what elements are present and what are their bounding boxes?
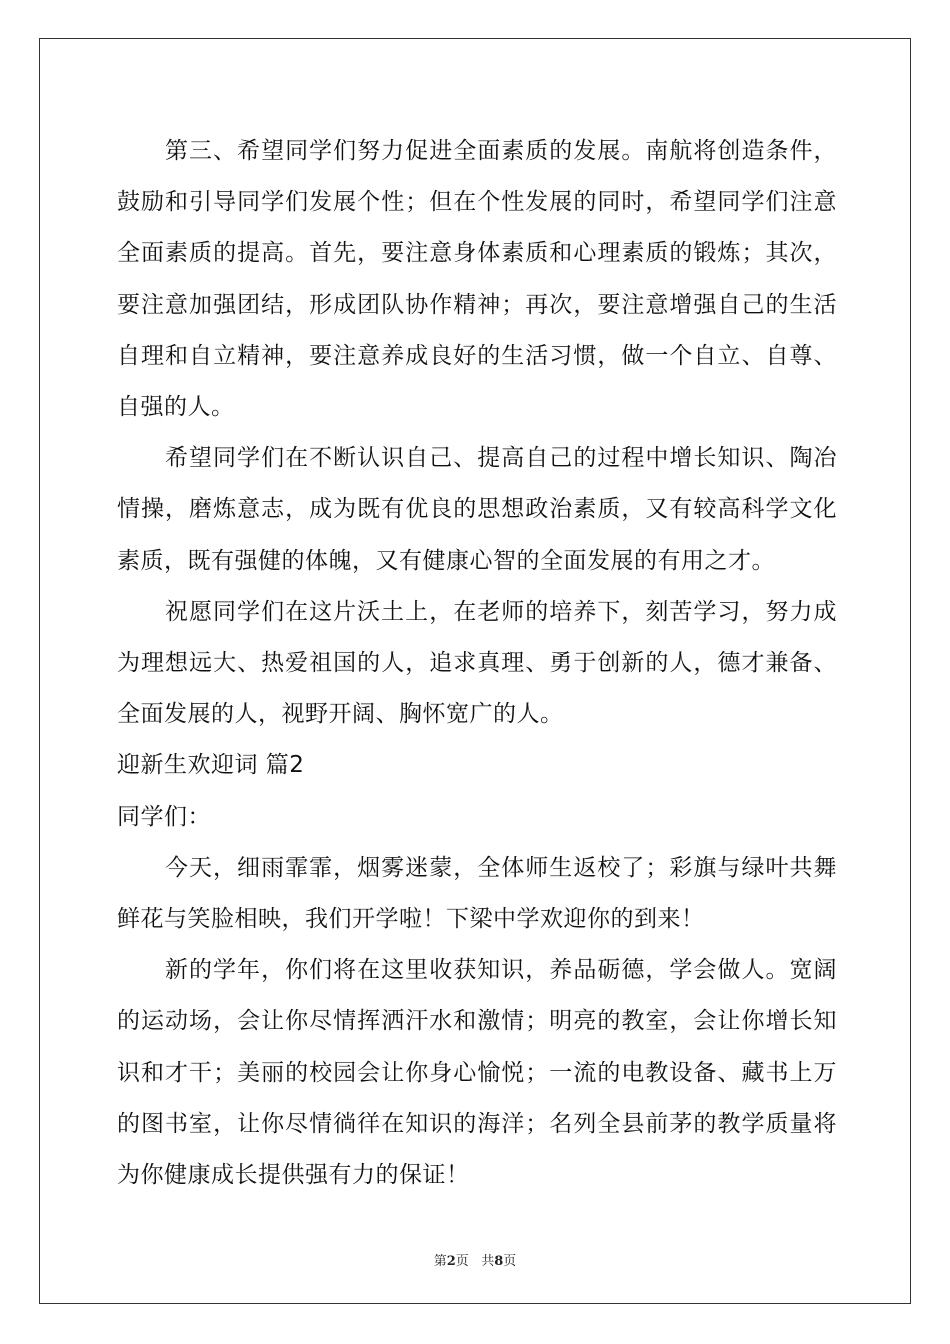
page-prefix: 第 xyxy=(433,1254,447,1269)
paragraph: 新的学年，你们将在这里收获知识，养品砺德，学会做人。宽阔的运动场，会让你尽情挥洒汗水和激情；明亮的教室，会让你增长知识和才干；美丽的校园会让你身心愉悦；一流的电教设备、藏书上万的图书室，让你尽情徜徉在知识的海洋；名列全县前茅的教学质量将为你健康成长提供强有力的保证！ xyxy=(117,957,837,1189)
salutation: 同学们： xyxy=(117,803,211,830)
page-suffix: 页 xyxy=(455,1254,469,1269)
paragraph: 希望同学们在不断认识自己、提高自己的过程中增长知识、陶冶情操，磨炼意志，成为既有优良的思想政治素质，又有较高科学文化素质，既有强健的体魄，又有健康心智的全面发展的有用之才。 xyxy=(117,445,837,574)
document-body xyxy=(117,126,837,1201)
paragraph: 祝愿同学们在这片沃土上，在老师的培养下，刻苦学习，努力成为理想远大、热爱祖国的人，追求真理、勇于创新的人，德才兼备、全面发展的人，视野开阔、胸怀宽广的人。 xyxy=(117,598,837,728)
page-number: 2 xyxy=(446,1254,456,1269)
paragraph: 今天，细雨霏霏，烟雾迷蒙，全体师生返校了；彩旗与绿叶共舞鲜花与笑脸相映，我们开学啦！下梁中学欢迎你的到来！ xyxy=(117,854,837,933)
page-footer xyxy=(0,1250,950,1269)
total-suffix: 页 xyxy=(503,1254,517,1269)
paragraph: 第三、希望同学们努力促进全面素质的发展。南航将创造条件，鼓励和引导同学们发展个性；但在个性发展的同时，希望同学们注意全面素质的提高。首先，要注意身体素质和心理素质的锻炼；其次，要注意加强团结，形成团队协作精神；再次，要注意增强自己的生活自理和自立精神，要注意养成良好的生活习惯，做一个自立、自尊、自强的人。 xyxy=(117,138,837,421)
section-heading: 迎新生欢迎词 篇2 xyxy=(117,752,305,779)
total-prefix: 共 xyxy=(481,1254,495,1269)
total-pages: 8 xyxy=(494,1254,504,1269)
